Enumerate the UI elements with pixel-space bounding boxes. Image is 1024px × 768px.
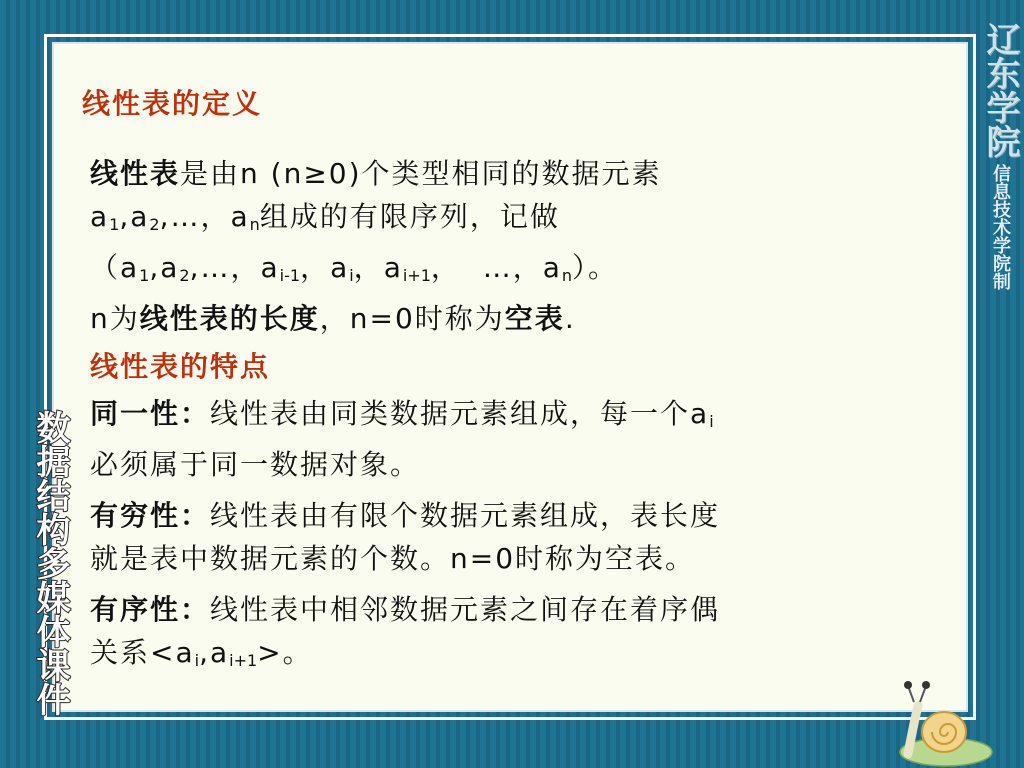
feature-label: 有穷性： — [90, 499, 211, 532]
text-run: ，n=0时称为 — [319, 302, 505, 335]
text-run: ， …，a — [430, 251, 562, 284]
text-run: . — [564, 302, 576, 335]
subscript: n — [561, 266, 573, 285]
text-run: ,a — [149, 251, 180, 284]
subscript: i — [349, 266, 354, 285]
subscript: 1 — [109, 215, 120, 234]
subscript: i — [709, 412, 714, 431]
subscript: 1 — [139, 266, 150, 285]
feature-label: 有序性： — [90, 593, 211, 626]
feature-text: 线性表中相邻数据元素之间存在着序偶 — [210, 593, 721, 626]
definition-line-2 — [90, 195, 940, 246]
feature-text: 线性表由同类数据元素组成，每一个a — [210, 397, 710, 430]
feature-text: 就是表中数据元素的个数。n=0时称为空表。 — [90, 542, 696, 575]
subscript: 2 — [149, 215, 160, 234]
text-run: a — [90, 200, 110, 233]
text-run: ）。 — [572, 251, 619, 284]
school-name: 辽东学院 — [980, 22, 1020, 158]
department-name: 信息技术学院制 — [990, 164, 1011, 290]
definition-heading: 线性表的定义 — [82, 87, 263, 120]
text-run: ，a — [300, 251, 350, 284]
feature-identity — [90, 392, 940, 486]
term-empty-list: 空表 — [504, 302, 565, 335]
feature-finiteness — [90, 494, 940, 580]
features-heading: 线性表的特点 — [90, 350, 271, 383]
definition-line-4 — [90, 297, 940, 340]
subscript: i+1 — [402, 266, 431, 285]
term-length: 线性表的长度 — [139, 302, 320, 335]
text-run: ，a — [353, 251, 403, 284]
slide-content — [80, 82, 940, 682]
text-run: n为 — [90, 302, 140, 335]
feature-text: 必须属于同一数据对象。 — [90, 448, 421, 481]
text-run: >。 — [257, 636, 313, 669]
text-run: 关系<a — [90, 636, 195, 669]
term-linear-list: 线性表 — [90, 157, 181, 190]
text-run: ,…，a — [159, 200, 250, 233]
text-run: ,a — [199, 636, 230, 669]
subscript: n — [249, 215, 260, 234]
text-run: （a — [90, 251, 140, 284]
subscript: i-1 — [279, 266, 301, 285]
snail-icon — [884, 672, 994, 768]
subscript: i — [194, 651, 200, 670]
subscript: 2 — [179, 266, 190, 285]
definition-text: 是由n (n≥0)个类型相同的数据元素 — [180, 157, 662, 190]
feature-order — [90, 588, 940, 682]
subscript: i+1 — [229, 651, 258, 670]
text-run: ,a — [119, 200, 150, 233]
text-run: ,…，a — [189, 251, 280, 284]
right-side-banner — [980, 22, 1020, 290]
definition-line-1 — [90, 152, 940, 195]
definition-line-3 — [90, 246, 940, 297]
course-title-vertical: 数据结构多媒体课件 — [30, 410, 70, 716]
text-run: 组成的有限序列，记做 — [259, 200, 560, 233]
feature-label: 同一性： — [90, 397, 211, 430]
feature-text: 线性表由有限个数据元素组成，表长度 — [210, 499, 721, 532]
